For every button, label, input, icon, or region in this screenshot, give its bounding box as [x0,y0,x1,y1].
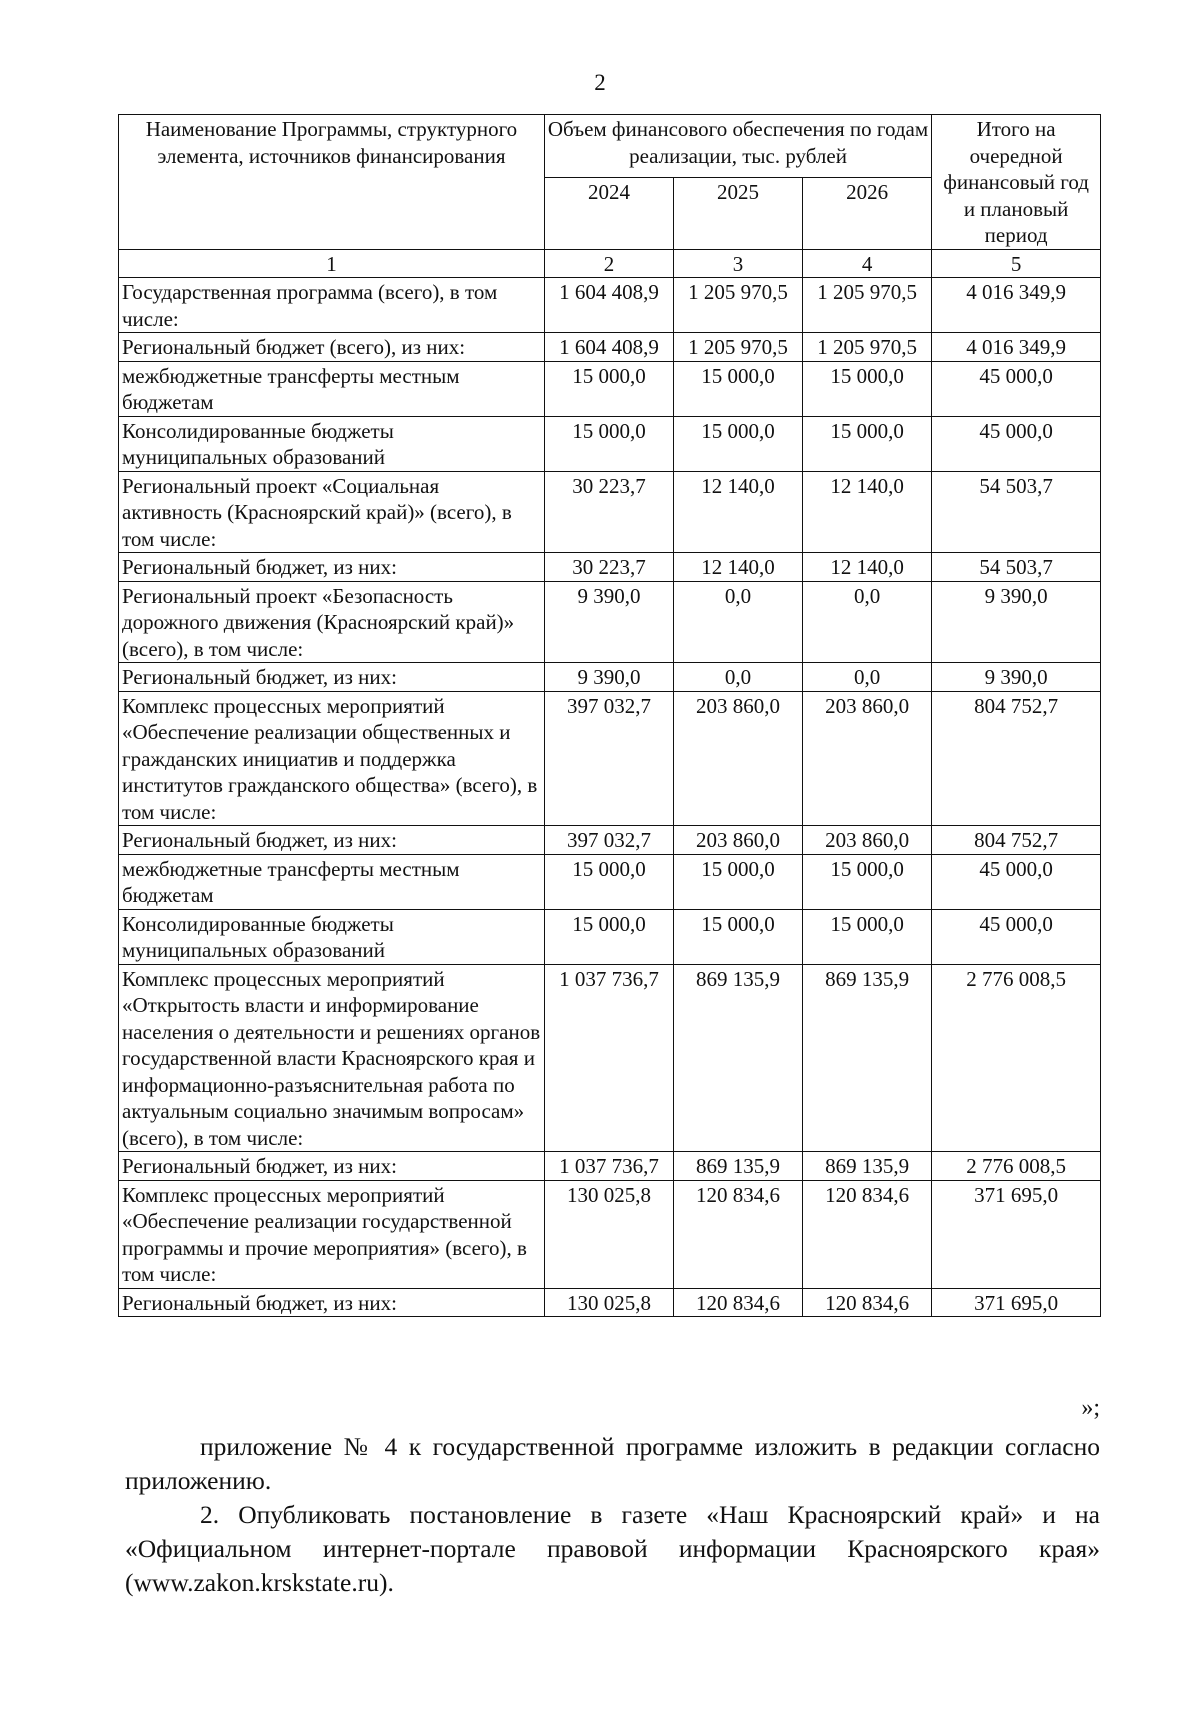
row-value-cell: 397 032,7 [544,691,673,826]
row-value-cell: 12 140,0 [673,471,802,553]
row-value-cell: 0,0 [803,663,932,692]
row-value-cell: 869 135,9 [803,1152,932,1181]
row-value-cell: 120 834,6 [803,1180,932,1288]
row-value-cell: 45 000,0 [932,854,1101,909]
column-number-1: 1 [119,249,545,278]
table-row [119,333,1101,362]
table-row [119,909,1101,964]
header-year-2026: 2026 [803,177,932,249]
row-name-cell: Консолидированные бюджеты муниципальных образований [119,909,545,964]
row-name-cell: Региональный проект «Безопасность дорожного движения (Красноярский край)» (всего), в том числе: [119,581,545,663]
row-value-cell: 1 205 970,5 [673,333,802,362]
row-value-cell: 804 752,7 [932,826,1101,855]
table-row [119,471,1101,553]
row-value-cell: 1 037 736,7 [544,1152,673,1181]
table-row [119,964,1101,1152]
row-value-cell: 9 390,0 [544,581,673,663]
header-year-2025: 2025 [673,177,802,249]
row-name-cell: межбюджетные трансферты местным бюджетам [119,361,545,416]
row-value-cell: 804 752,7 [932,691,1101,826]
row-value-cell: 869 135,9 [673,964,802,1152]
column-number-4: 4 [803,249,932,278]
row-value-cell: 397 032,7 [544,826,673,855]
row-value-cell: 12 140,0 [673,553,802,582]
row-value-cell: 371 695,0 [932,1288,1101,1317]
row-value-cell: 130 025,8 [544,1180,673,1288]
row-value-cell: 15 000,0 [673,416,802,471]
row-value-cell: 45 000,0 [932,416,1101,471]
row-value-cell: 120 834,6 [673,1180,802,1288]
row-value-cell: 869 135,9 [673,1152,802,1181]
row-value-cell: 0,0 [673,581,802,663]
row-value-cell: 15 000,0 [803,909,932,964]
row-value-cell: 1 604 408,9 [544,278,673,333]
table-row [119,691,1101,826]
row-value-cell: 15 000,0 [544,909,673,964]
row-value-cell: 9 390,0 [544,663,673,692]
row-value-cell: 15 000,0 [673,854,802,909]
row-value-cell: 120 834,6 [803,1288,932,1317]
table-row [119,663,1101,692]
row-value-cell: 0,0 [803,581,932,663]
row-value-cell: 0,0 [673,663,802,692]
table-row [119,278,1101,333]
row-name-cell: Комплекс процессных мероприятий «Открытость власти и информирование населения о деятельности и решениях органов государственной власти Красноярского края и информационно-разъяснительная работа по актуальным социально значимым вопросам» (всего), в том числе: [119,964,545,1152]
table-row [119,1180,1101,1288]
column-number-5: 5 [932,249,1101,278]
row-name-cell: Региональный бюджет, из них: [119,553,545,582]
table-row [119,1152,1101,1181]
row-value-cell: 9 390,0 [932,663,1101,692]
row-name-cell: межбюджетные трансферты местным бюджетам [119,854,545,909]
row-value-cell: 15 000,0 [544,361,673,416]
paragraph-publish: 2. Опубликовать постановление в газете «Наш Красноярский край» и на «Официальном интернет-портале правовой информации Красноярского края» (www.zakon.krskstate.ru). [125,1500,1100,1597]
header-volume-cell: Объем финансового обеспечения по годам реализации, тыс. рублей [544,115,931,178]
paragraph-appendix: приложение № 4 к государственной программе изложить в редакции согласно приложению. [125,1432,1100,1495]
row-value-cell: 15 000,0 [803,854,932,909]
header-total-cell: Итого на очередной финансовый год и плановый период [932,115,1101,250]
row-value-cell: 4 016 349,9 [932,278,1101,333]
row-value-cell: 54 503,7 [932,553,1101,582]
row-name-cell: Региональный бюджет, из них: [119,826,545,855]
financing-table [118,114,1101,1317]
row-value-cell: 203 860,0 [673,826,802,855]
row-value-cell: 30 223,7 [544,471,673,553]
row-value-cell: 54 503,7 [932,471,1101,553]
row-value-cell: 30 223,7 [544,553,673,582]
row-value-cell: 12 140,0 [803,471,932,553]
page-number: 2 [594,70,606,95]
row-name-cell: Комплекс процессных мероприятий «Обеспечение реализации общественных и гражданских инициатив и поддержка институтов гражданского общества» (всего), в том числе: [119,691,545,826]
row-value-cell: 130 025,8 [544,1288,673,1317]
row-value-cell: 1 205 970,5 [803,278,932,333]
row-name-cell: Региональный бюджет, из них: [119,1288,545,1317]
row-value-cell: 12 140,0 [803,553,932,582]
header-year-2024: 2024 [544,177,673,249]
row-value-cell: 1 205 970,5 [673,278,802,333]
row-value-cell: 15 000,0 [544,416,673,471]
table-row [119,581,1101,663]
row-value-cell: 4 016 349,9 [932,333,1101,362]
row-value-cell: 15 000,0 [673,909,802,964]
row-value-cell: 15 000,0 [803,416,932,471]
row-value-cell: 15 000,0 [544,854,673,909]
table-row [119,416,1101,471]
closing-quote-mark: »; [1081,1395,1100,1421]
table-body [119,278,1101,1317]
row-name-cell: Региональный бюджет (всего), из них: [119,333,545,362]
column-number-2: 2 [544,249,673,278]
table-header [119,115,1101,278]
row-name-cell: Региональный бюджет, из них: [119,663,545,692]
row-name-cell: Региональный проект «Социальная активность (Красноярский край)» (всего), в том числе: [119,471,545,553]
row-value-cell: 869 135,9 [803,964,932,1152]
row-value-cell: 1 604 408,9 [544,333,673,362]
row-value-cell: 203 860,0 [673,691,802,826]
table-row [119,553,1101,582]
row-value-cell: 2 776 008,5 [932,1152,1101,1181]
row-name-cell: Комплекс процессных мероприятий «Обеспечение реализации государственной программы и прочие мероприятия» (всего), в том числе: [119,1180,545,1288]
row-value-cell: 203 860,0 [803,826,932,855]
row-value-cell: 45 000,0 [932,909,1101,964]
column-number-row [119,249,1101,278]
row-value-cell: 45 000,0 [932,361,1101,416]
table-row [119,1288,1101,1317]
header-name-cell: Наименование Программы, структурного элемента, источников финансирования [119,115,545,250]
row-value-cell: 2 776 008,5 [932,964,1101,1152]
row-value-cell: 9 390,0 [932,581,1101,663]
row-value-cell: 203 860,0 [803,691,932,826]
row-value-cell: 1 205 970,5 [803,333,932,362]
row-name-cell: Консолидированные бюджеты муниципальных образований [119,416,545,471]
row-name-cell: Региональный бюджет, из них: [119,1152,545,1181]
table-row [119,826,1101,855]
table-row [119,361,1101,416]
column-number-3: 3 [673,249,802,278]
row-value-cell: 1 037 736,7 [544,964,673,1152]
row-value-cell: 15 000,0 [673,361,802,416]
row-value-cell: 120 834,6 [673,1288,802,1317]
row-value-cell: 371 695,0 [932,1180,1101,1288]
table-row [119,854,1101,909]
row-value-cell: 15 000,0 [803,361,932,416]
row-name-cell: Государственная программа (всего), в том числе: [119,278,545,333]
